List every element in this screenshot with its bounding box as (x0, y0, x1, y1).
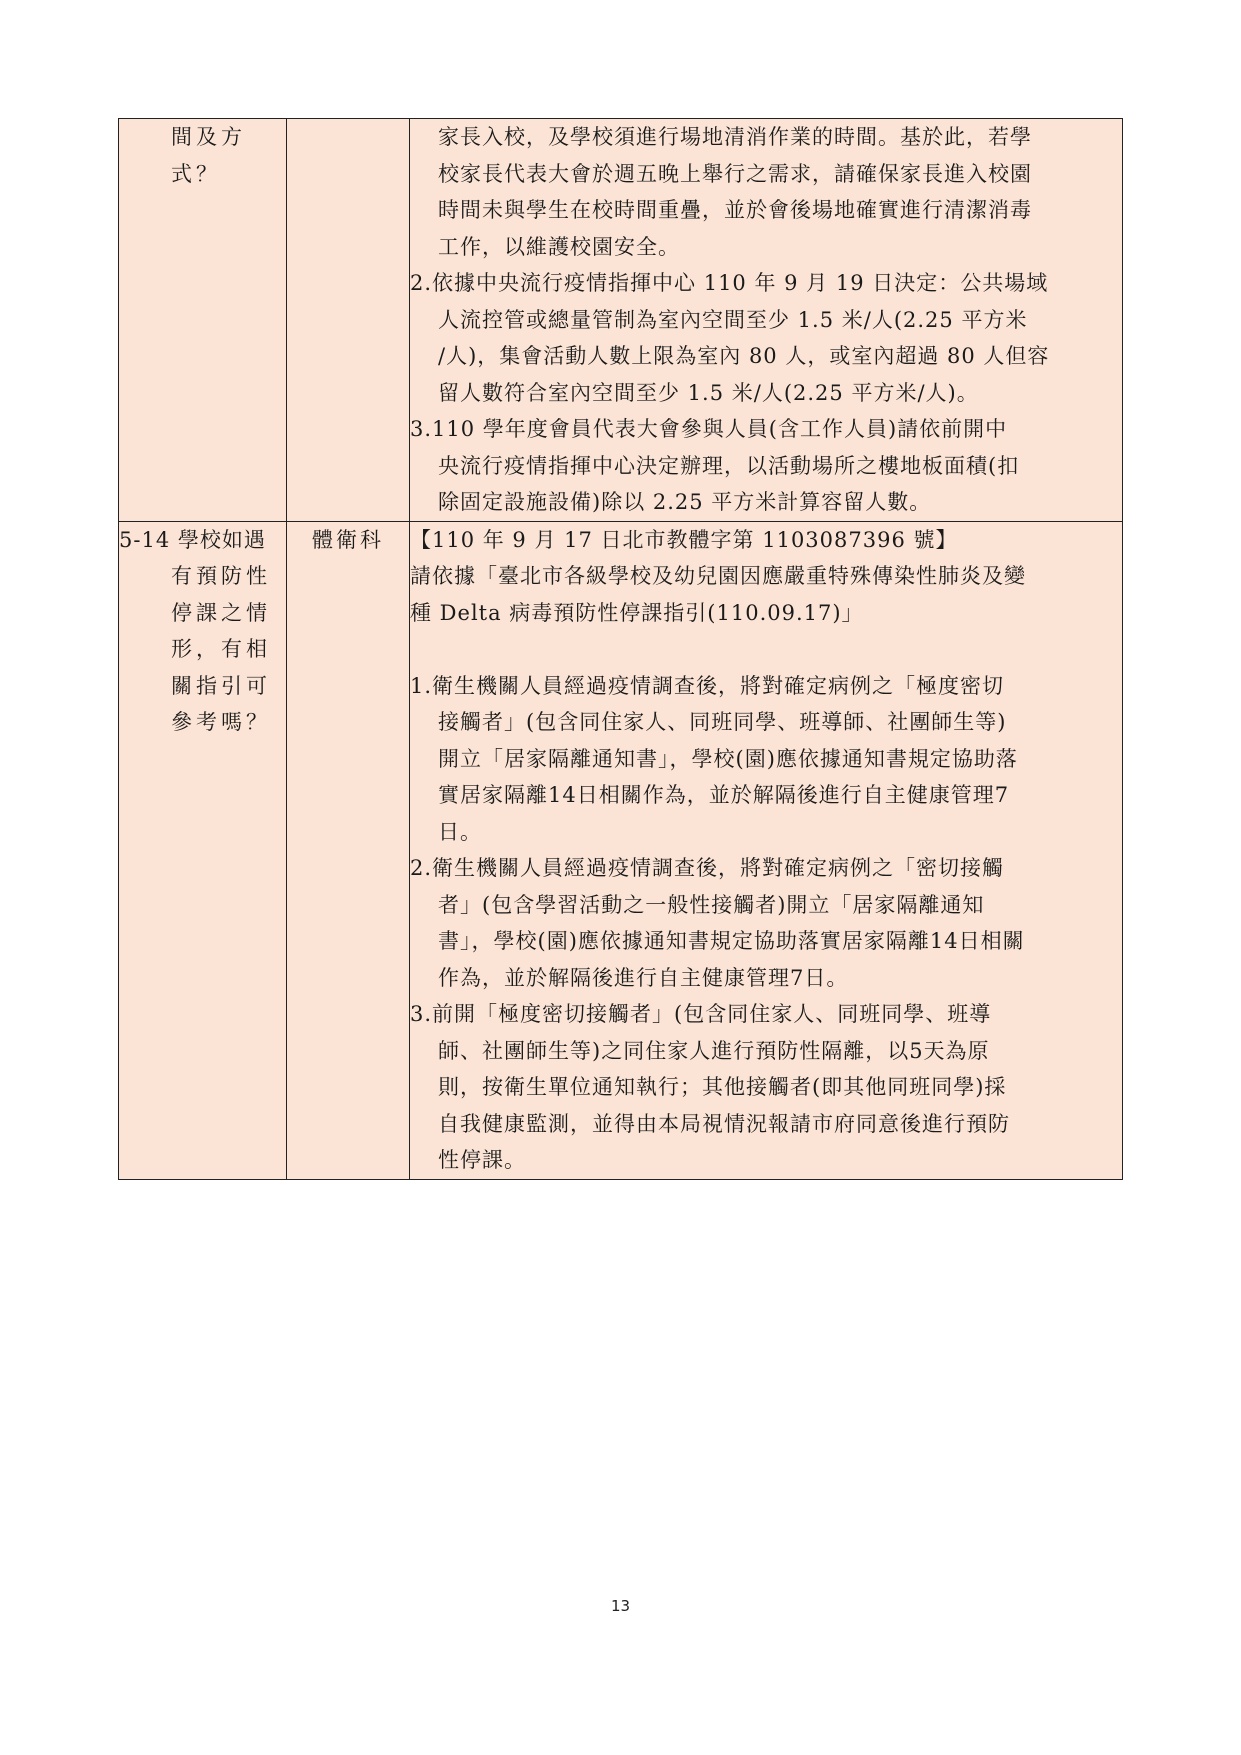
answer-list-item (410, 265, 1122, 411)
answer-line: 書」，學校(園)應依據通知書規定協助落實居家隔離14日相關 (438, 929, 1025, 953)
answer-line: 2.依據中央流行疫情指揮中心 110 年 9 月 19 日決定：公共場域 (410, 271, 1049, 295)
answer-line: 者」(包含學習活動之一般性接觸者)開立「居家隔離通知 (438, 892, 985, 917)
answer-line: /人)，集會活動人數上限為室內 80 人，或室內超過 80 人但容 (438, 344, 1050, 368)
answer-line: 校家長代表大會於週五晚上舉行之需求，請確保家長進入校園 (438, 161, 1032, 186)
question-line: 參考嗎？ (171, 710, 271, 734)
answer-line: 1.衛生機關人員經過疫情調查後，將對確定病例之「極度密切 (410, 673, 1005, 698)
question-line: 式？ (171, 161, 221, 186)
question-cell (119, 521, 287, 1179)
answer-line: 人流控管或總量管制為室內空間至少 1.5 米/人(2.25 平方米 (438, 307, 1028, 332)
question-line: 間及方 (171, 125, 246, 149)
answer-line: 時間未與學生在校時間重疊，並於會後場地確實進行清潔消毒 (438, 198, 1032, 222)
answer-continued-text (410, 119, 1122, 265)
answer-line: 請依據「臺北市各級學校及幼兒園因應嚴重特殊傳染性肺炎及變 (410, 564, 1026, 588)
answer-list-item (410, 411, 1122, 521)
answer-line: 接觸者」(包含同住家人、同班同學、班導師、社團師生等) (438, 710, 1007, 734)
faq-table (118, 118, 1123, 1180)
answer-list-item (410, 668, 1122, 851)
answer-line: 央流行疫情指揮中心決定辦理，以活動場所之樓地板面積(扣 (438, 453, 1020, 478)
answer-line: 3.110 學年度會員代表大會參與人員(含工作人員)請依前開中 (410, 417, 1008, 441)
table-row (119, 521, 1123, 1179)
answer-line: 實居家隔離14日相關作為，並於解隔後進行自主健康管理7 (438, 783, 1010, 807)
unit-cell (287, 521, 410, 1179)
blank-line (410, 631, 1122, 668)
answer-line: 2.衛生機關人員經過疫情調查後，將對確定病例之「密切接觸 (410, 856, 1005, 880)
question-line: 關指引可 (171, 673, 271, 698)
document-reference: 【110 年 9 月 17 日北市教體字第 1103087396 號】 (410, 527, 958, 552)
question-cell (119, 119, 287, 522)
unit-cell (287, 119, 410, 522)
answer-line: 性停課。 (438, 1148, 526, 1172)
answer-list-item (410, 996, 1122, 1179)
answer-line: 種 Delta 病毒預防性停課指引(110.09.17)」 (410, 600, 864, 625)
answer-cell (410, 119, 1123, 522)
question-line: 有預防性 (171, 564, 271, 588)
question-line: 5-14 學校如遇 (119, 527, 266, 552)
answer-line: 3.前開「極度密切接觸者」(包含同住家人、同班同學、班導 (410, 1002, 992, 1026)
answer-line: 作為，並於解隔後進行自主健康管理7日。 (438, 965, 849, 990)
answer-list-item (410, 850, 1122, 996)
page-number: 13 (610, 1597, 631, 1615)
answer-line: 自我健康監測，並得由本局視情況報請市府同意後進行預防 (438, 1111, 1010, 1136)
unit-label: 體衛科 (312, 527, 384, 552)
answer-line: 日。 (438, 819, 482, 844)
question-line: 停課之情 (171, 600, 271, 625)
answer-line: 留人數符合室內空間至少 1.5 米/人(2.25 平方米/人)。 (438, 380, 979, 405)
table-row (119, 119, 1123, 522)
answer-cell (410, 521, 1123, 1179)
answer-line: 開立「居家隔離通知書」，學校(園)應依據通知書規定協助落 (438, 746, 1018, 771)
answer-line: 家長入校，及學校須進行場地清消作業的時間。基於此，若學 (438, 125, 1032, 149)
answer-line: 工作，以維護校園安全。 (438, 234, 680, 259)
answer-line: 則，按衛生單位通知執行；其他接觸者(即其他同班同學)採 (438, 1075, 1007, 1099)
answer-line: 師、社團師生等)之同住家人進行預防性隔離，以5天為原 (438, 1038, 990, 1063)
question-line: 形，有相 (171, 637, 271, 661)
answer-line: 除固定設施設備)除以 2.25 平方米計算容留人數。 (438, 490, 932, 514)
